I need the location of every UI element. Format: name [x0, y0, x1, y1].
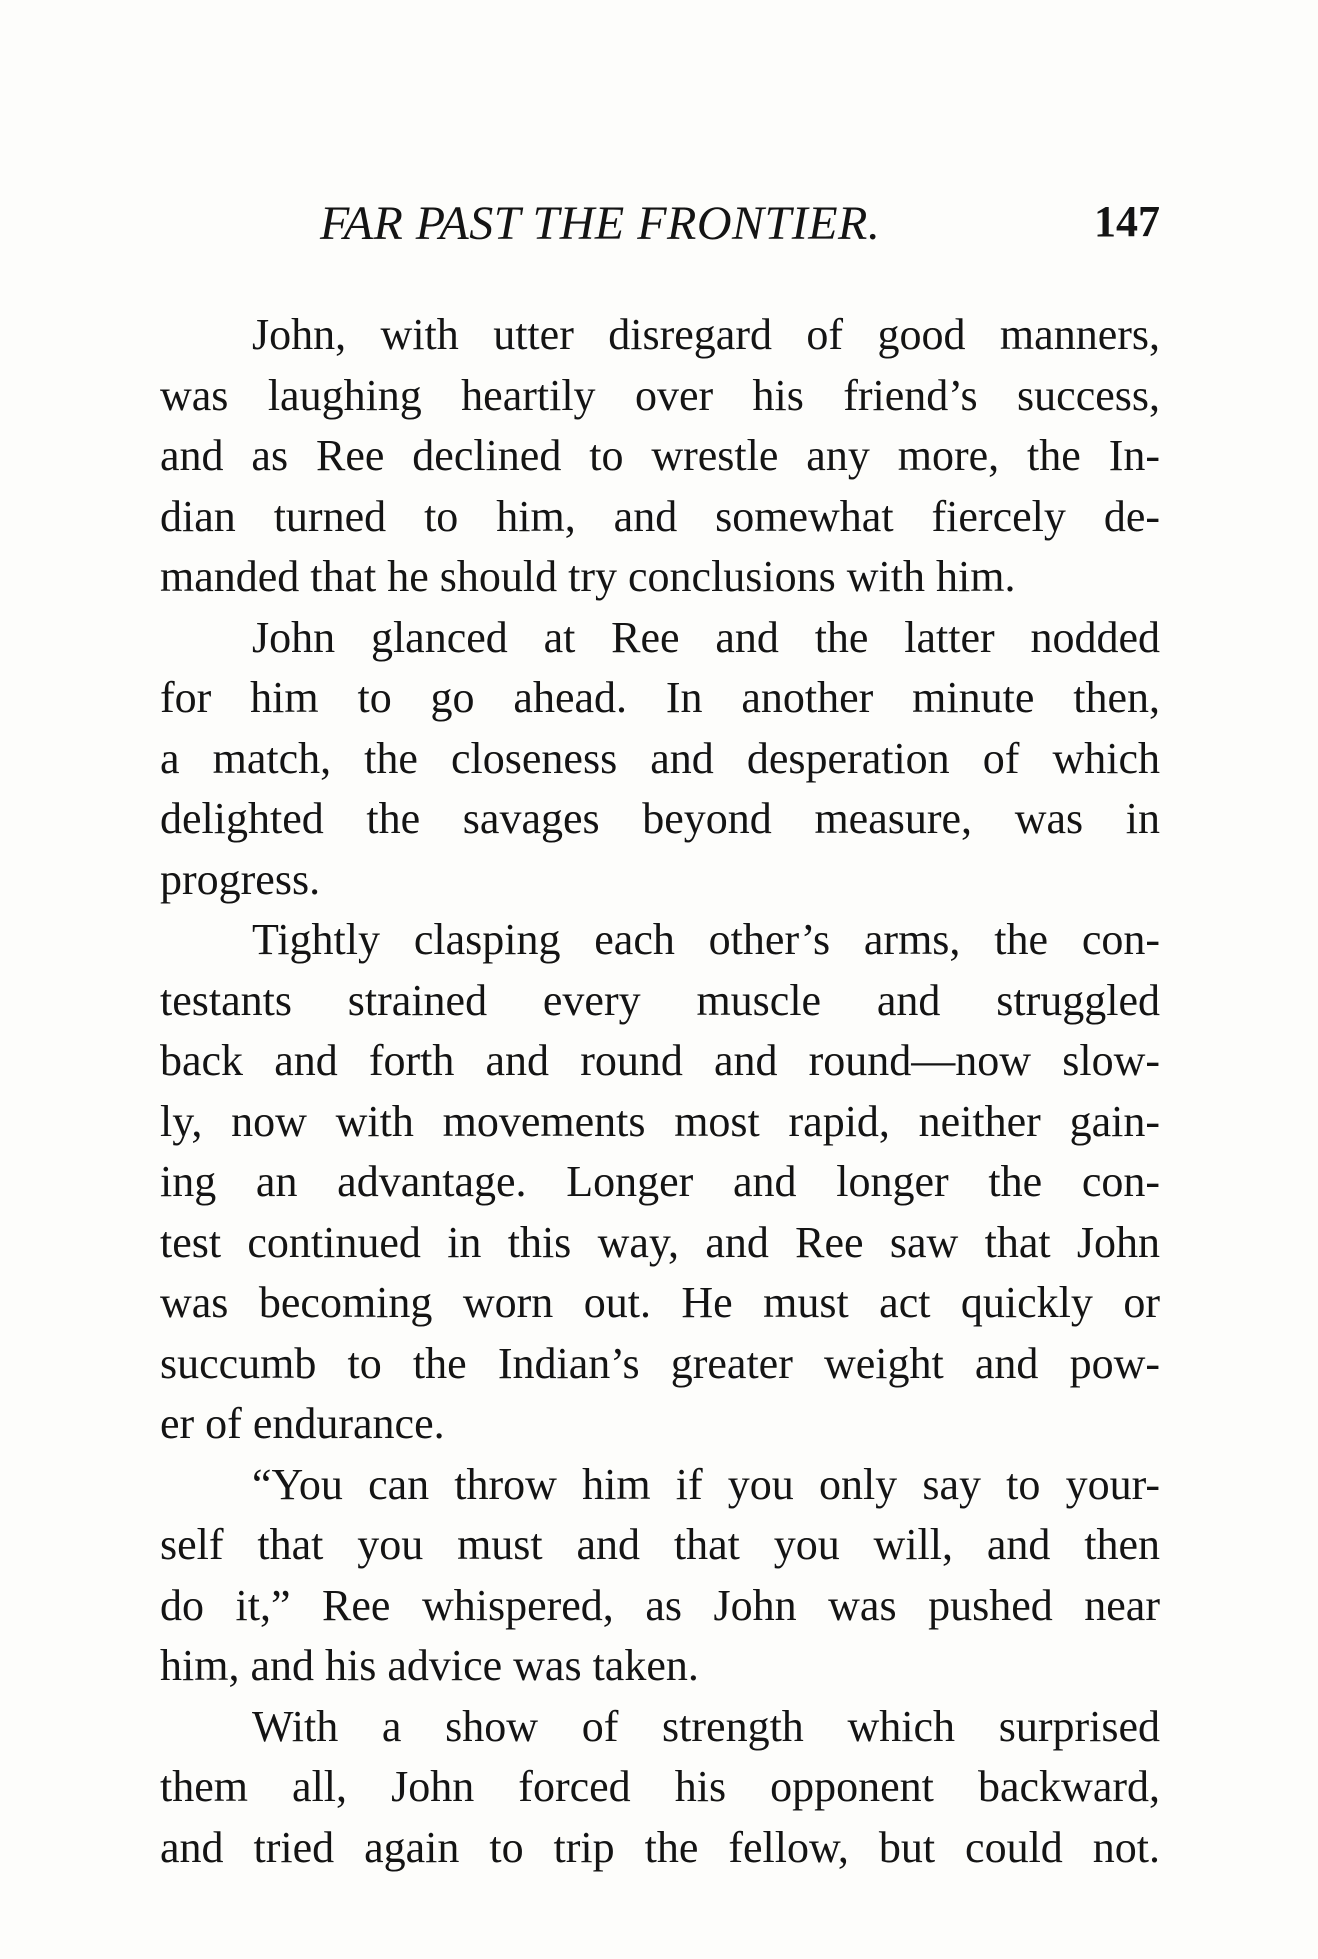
- text-line: back and forth and round and round—now slow-: [160, 1036, 1160, 1085]
- text-line: progress.: [160, 854, 321, 904]
- page-number: 147: [1094, 197, 1160, 246]
- text-line: dian turned to him, and somewhat fiercely de-: [160, 491, 1160, 541]
- text-line: Tightly clasping each other’s arms, the con-: [252, 915, 1160, 964]
- text-line: John, with utter disregard of good manners,: [252, 310, 1160, 359]
- body-text: [160, 305, 1160, 1878]
- text-line: him, and his advice was taken.: [160, 1641, 699, 1690]
- text-line: self that you must and that you will, and then: [160, 1520, 1160, 1569]
- text-line: and as Ree declined to wrestle any more, the In-: [160, 431, 1160, 480]
- text-line: er of endurance.: [160, 1399, 445, 1448]
- text-line: and tried again to trip the fellow, but could not.: [160, 1822, 1160, 1872]
- text-line: was laughing heartily over his friend’s success,: [160, 370, 1160, 420]
- text-line: for him to go ahead. In another minute then,: [160, 673, 1160, 722]
- text-line: With a show of strength which surprised: [252, 1701, 1160, 1751]
- text-line: ly, now with movements most rapid, neither gain-: [160, 1096, 1160, 1146]
- text-line: was becoming worn out. He must act quickly or: [160, 1278, 1160, 1327]
- text-line: a match, the closeness and desperation of which: [160, 733, 1160, 783]
- text-line: “You can throw him if you only say to your-: [252, 1459, 1160, 1509]
- text-line: do it,” Ree whispered, as John was pushed near: [160, 1580, 1160, 1630]
- text-line: testants strained every muscle and struggled: [160, 975, 1160, 1025]
- running-title: FAR PAST THE FRONTIER.: [320, 197, 881, 250]
- text-line: manded that he should try conclusions with him.: [160, 552, 1016, 601]
- text-line: test continued in this way, and Ree saw that John: [160, 1217, 1160, 1267]
- text-line: them all, John forced his opponent backward,: [160, 1762, 1160, 1811]
- page-header: [160, 196, 1160, 256]
- text-line: ing an advantage. Longer and longer the con-: [160, 1157, 1160, 1206]
- text-line: John glanced at Ree and the latter nodded: [252, 612, 1160, 662]
- text-line: succumb to the Indian’s greater weight and pow-: [160, 1338, 1160, 1388]
- text-line: delighted the savages beyond measure, was in: [160, 794, 1160, 843]
